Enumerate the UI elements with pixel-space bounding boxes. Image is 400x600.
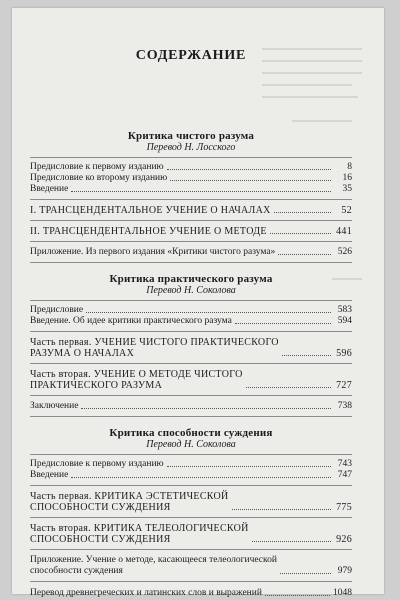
dot-leader <box>167 466 331 467</box>
separator <box>30 331 352 332</box>
table-of-contents <box>30 48 352 599</box>
dot-leader <box>270 233 331 234</box>
entry-title: Часть вторая. КРИТИКА ТЕЛЕОЛОГИЧЕСКОЙ <box>30 523 249 534</box>
separator <box>30 157 352 158</box>
section-title: Критика чистого разума <box>127 130 255 142</box>
toc-entry[interactable] <box>30 555 352 577</box>
dot-leader <box>86 312 331 313</box>
entry-title: Предисловие <box>30 305 84 315</box>
separator <box>30 485 352 486</box>
separator <box>30 220 352 221</box>
toc-title: СОДЕРЖАНИЕ <box>135 48 247 63</box>
entry-title: Приложение. Учение о методе, касающееся телеологической <box>30 555 277 565</box>
separator <box>30 517 352 518</box>
toc-entry[interactable] <box>30 470 352 481</box>
toc-section-pure-reason <box>30 130 352 263</box>
toc-entry[interactable] <box>30 205 352 216</box>
toc-entry[interactable] <box>30 162 352 173</box>
dot-leader <box>282 355 331 356</box>
section-translator: Перевод Н. Соколова <box>146 439 236 450</box>
entry-page: 775 <box>336 502 352 513</box>
toc-entry[interactable] <box>30 316 352 327</box>
dot-leader <box>246 387 331 388</box>
entry-page: 16 <box>342 173 352 183</box>
separator <box>30 241 352 242</box>
toc-section-practical-reason <box>30 273 352 417</box>
entry-title: Введение <box>30 470 69 480</box>
entry-title-continued: ПРАКТИЧЕСКОГО РАЗУМА <box>30 380 163 391</box>
entry-page: 52 <box>341 205 352 216</box>
separator <box>30 363 352 364</box>
entry-page: 979 <box>337 566 352 576</box>
separator <box>30 581 352 582</box>
entry-title: Предисловие к первому изданию <box>30 459 164 469</box>
toc-entry[interactable] <box>30 305 352 316</box>
entry-title-continued: СПОСОБНОСТИ СУЖДЕНИЯ <box>30 534 171 545</box>
section-translator: Перевод Н. Лосского <box>146 142 236 153</box>
toc-entry[interactable] <box>30 226 352 237</box>
toc-entry[interactable] <box>30 491 352 513</box>
toc-entry[interactable] <box>30 369 352 391</box>
dot-leader <box>71 191 331 192</box>
entry-page: 583 <box>337 305 352 315</box>
entry-page: 596 <box>336 348 352 359</box>
separator <box>30 300 352 301</box>
entry-title: Часть первая. УЧЕНИЕ ЧИСТОГО ПРАКТИЧЕСКОГО <box>30 337 279 348</box>
entry-title: Приложение. Из первого издания «Критики чистого разума» <box>30 247 276 257</box>
entry-page: 727 <box>336 380 352 391</box>
dot-leader <box>280 573 331 574</box>
dot-leader <box>252 541 331 542</box>
entry-page: 738 <box>337 401 352 411</box>
dot-leader <box>167 169 331 170</box>
entry-title-continued: РАЗУМА О НАЧАЛАХ <box>30 348 135 359</box>
toc-entry[interactable] <box>30 459 352 470</box>
entry-page: 441 <box>336 226 352 237</box>
dot-leader <box>235 323 331 324</box>
entry-title: Часть вторая. УЧЕНИЕ О МЕТОДЕ ЧИСТОГО <box>30 369 243 380</box>
entry-title-continued: способности суждения <box>30 566 123 576</box>
entry-title: Предисловие ко второму изданию <box>30 173 168 183</box>
toc-entry[interactable] <box>30 523 352 545</box>
toc-entry[interactable] <box>30 337 352 359</box>
dot-leader <box>265 595 330 596</box>
entry-title: Часть первая. КРИТИКА ЭСТЕТИЧЕСКОЙ <box>30 491 229 502</box>
entry-page: 1048 <box>333 588 352 598</box>
entry-page: 8 <box>347 162 352 172</box>
entry-page: 594 <box>337 316 352 326</box>
entry-title: Перевод древнегреческих и латинских слов и выражений <box>30 588 262 598</box>
entry-page: 926 <box>336 534 352 545</box>
dot-leader <box>170 180 331 181</box>
separator <box>30 395 352 396</box>
separator <box>30 416 352 417</box>
entry-page: 35 <box>342 184 352 194</box>
separator <box>30 454 352 455</box>
separator <box>30 549 352 550</box>
toc-entry[interactable] <box>30 184 352 195</box>
section-title: Критика способности суждения <box>109 427 273 439</box>
dot-leader <box>71 477 331 478</box>
section-title: Критика практического разума <box>109 273 273 285</box>
separator <box>30 262 352 263</box>
dot-leader <box>278 254 331 255</box>
entry-page: 743 <box>337 459 352 469</box>
entry-title: I. ТРАНСЦЕНДЕНТАЛЬНОЕ УЧЕНИЕ О НАЧАЛАХ <box>30 205 271 216</box>
entry-title: Введение. Об идее критики практического разума <box>30 316 232 326</box>
book-page <box>12 8 384 598</box>
toc-section-judgment <box>30 427 352 599</box>
entry-title: Предисловие к первому изданию <box>30 162 164 172</box>
dot-leader <box>232 509 331 510</box>
dot-leader <box>81 408 331 409</box>
toc-entry[interactable] <box>30 401 352 412</box>
entry-title: Введение <box>30 184 69 194</box>
toc-entry[interactable] <box>30 173 352 184</box>
toc-entry[interactable] <box>30 247 352 258</box>
entry-title-continued: СПОСОБНОСТИ СУЖДЕНИЯ <box>30 502 171 513</box>
entry-title: II. ТРАНСЦЕНДЕНТАЛЬНОЕ УЧЕНИЕ О МЕТОДЕ <box>30 226 267 237</box>
entry-title: Заключение <box>30 401 79 411</box>
dot-leader <box>274 212 331 213</box>
entry-page: 526 <box>337 247 352 257</box>
entry-page: 747 <box>337 470 352 480</box>
toc-entry[interactable] <box>30 588 352 599</box>
section-translator: Перевод Н. Соколова <box>146 285 236 296</box>
separator <box>30 199 352 200</box>
